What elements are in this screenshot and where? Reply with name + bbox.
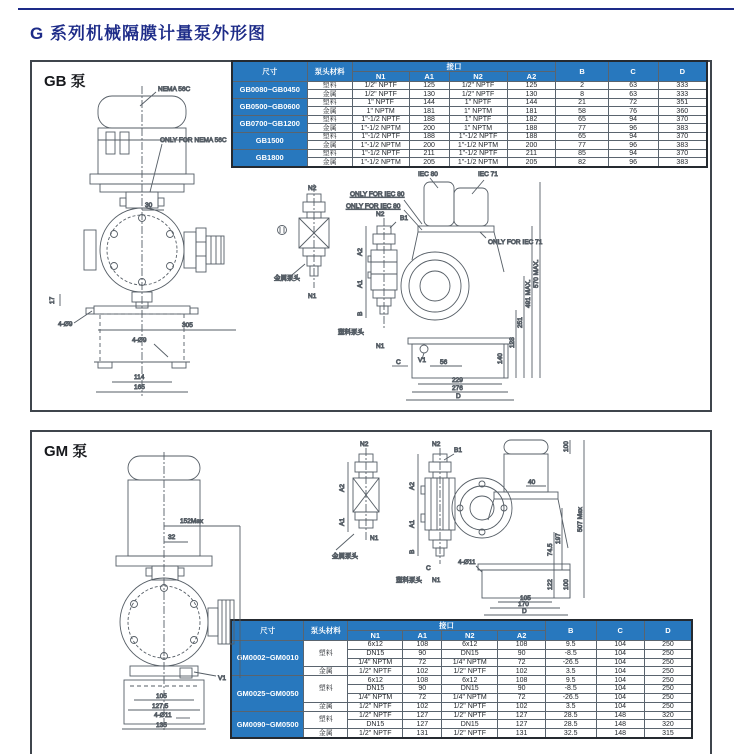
value-cell: 250	[644, 693, 692, 702]
value-cell: 1"-1/2 NPTM	[449, 158, 507, 167]
col-header-size: 尺寸	[232, 61, 307, 82]
value-cell: 1/2" NPTF	[352, 90, 409, 98]
col-header-b: B	[545, 620, 596, 641]
value-cell: 1"-1/2 NPTF	[352, 115, 409, 123]
value-cell: 250	[644, 702, 692, 711]
material-cell: 塑料	[304, 641, 348, 667]
value-cell: 6x12	[442, 641, 498, 650]
value-cell: 6x12	[442, 676, 498, 685]
gm-side-dd: D	[522, 608, 527, 615]
value-cell: 63	[608, 90, 658, 98]
value-cell: 131	[403, 729, 442, 738]
value-cell: 131	[498, 729, 545, 738]
value-cell: 1" NPTM	[352, 107, 409, 115]
value-cell: 104	[596, 667, 644, 676]
gm-side-d105: 105	[520, 595, 531, 602]
gb-side-v1: V1	[418, 357, 426, 364]
gm-dim-32: 32	[168, 534, 176, 541]
gb-side-max570: 570 MAX.	[533, 259, 540, 288]
value-cell: 90	[498, 649, 545, 658]
value-cell: 250	[644, 667, 692, 676]
value-cell: 104	[596, 685, 644, 694]
value-cell: 3.5	[545, 702, 596, 711]
gm-dim-holes: 4-Ø11	[154, 712, 172, 719]
value-cell: 383	[658, 124, 707, 132]
gb-spec-table-wrap	[231, 60, 708, 168]
size-range-cell: GB0500~GB0600	[232, 98, 307, 115]
value-cell: 1/4" NPTM	[348, 658, 403, 667]
size-range-cell: GB1800	[232, 149, 307, 167]
value-cell: -8.5	[545, 649, 596, 658]
gm-side-a1: A1	[409, 520, 416, 528]
table-row	[232, 98, 707, 106]
value-cell: 1" NPTM	[449, 107, 507, 115]
gm-panel	[30, 430, 712, 754]
gm-spec-table-wrap	[230, 619, 693, 739]
gb-side-dd: D	[456, 393, 461, 400]
value-cell: 85	[556, 149, 608, 157]
value-cell: 2	[556, 82, 608, 90]
value-cell: 1/4" NPTM	[348, 693, 403, 702]
value-cell: 1" NPTM	[449, 124, 507, 132]
value-cell: 320	[644, 711, 692, 720]
gb-side-iec80: IEC 80	[418, 171, 438, 178]
value-cell: 181	[409, 107, 449, 115]
value-cell: 108	[403, 641, 442, 650]
value-cell: 108	[498, 676, 545, 685]
value-cell: 102	[498, 667, 545, 676]
size-range-cell: GB0080~GB0450	[232, 82, 307, 99]
gb-side-drawing	[272, 168, 557, 406]
value-cell: 104	[596, 641, 644, 650]
value-cell: 72	[498, 693, 545, 702]
material-cell: 金属	[304, 729, 348, 738]
value-cell: 77	[556, 124, 608, 132]
value-cell: DN15	[348, 720, 403, 729]
value-cell: 104	[596, 658, 644, 667]
value-cell: 250	[644, 685, 692, 694]
size-range-cell: GM0025~GM0050	[231, 676, 304, 711]
gb-side-c: C	[396, 359, 401, 366]
value-cell: 28.5	[545, 711, 596, 720]
gm-side-a2-small: A2	[339, 484, 346, 492]
gb-dim-30: 30	[145, 202, 153, 209]
gb-side-plastic-head-label: 塑料泵头	[338, 329, 364, 336]
value-cell: 65	[556, 132, 608, 140]
value-cell: 96	[608, 124, 658, 132]
table-row	[232, 115, 707, 123]
value-cell: 94	[608, 149, 658, 157]
value-cell: 383	[658, 158, 707, 167]
gb-side-n2: N2	[376, 211, 385, 218]
value-cell: 102	[498, 702, 545, 711]
gm-side-plastic-head-label: 塑料泵头	[396, 577, 422, 584]
material-cell: 塑料	[307, 132, 352, 140]
gb-side-n2-small: N2	[308, 185, 317, 192]
gm-side-n2-small: N2	[360, 441, 369, 448]
col-subheader: N1	[352, 72, 409, 82]
material-cell: 塑料	[307, 149, 352, 157]
value-cell: 200	[507, 141, 556, 149]
value-cell: 130	[507, 90, 556, 98]
value-cell: 144	[507, 98, 556, 106]
value-cell: 130	[409, 90, 449, 98]
size-range-cell: GB1500	[232, 132, 307, 149]
top-rule	[18, 8, 734, 10]
gm-side-max507: 507 Max	[577, 507, 584, 532]
gb-side-b: B	[357, 311, 364, 316]
value-cell: 58	[556, 107, 608, 115]
material-cell: 金属	[304, 702, 348, 711]
value-cell: 182	[507, 115, 556, 123]
value-cell: 96	[608, 141, 658, 149]
value-cell: 1/2" NPTF	[348, 711, 403, 720]
value-cell: 72	[403, 693, 442, 702]
value-cell: 250	[644, 676, 692, 685]
gm-side-d197: 197	[555, 533, 562, 544]
material-cell: 塑料	[304, 711, 348, 729]
gm-side-drawing	[330, 436, 590, 620]
value-cell: 108	[403, 676, 442, 685]
gb-side-metal-head-label: 金属泵头	[274, 275, 300, 282]
col-header-c: C	[596, 620, 644, 641]
value-cell: 125	[409, 82, 449, 90]
value-cell: 82	[556, 158, 608, 167]
value-cell: 8	[556, 90, 608, 98]
value-cell: 1"-1/2 NPTF	[352, 132, 409, 140]
value-cell: 205	[507, 158, 556, 167]
material-cell: 塑料	[307, 82, 352, 90]
value-cell: 72	[498, 658, 545, 667]
gb-side-d140: 140	[497, 353, 504, 364]
gm-dim-135: 135	[156, 722, 167, 729]
material-cell: 金属	[307, 141, 352, 149]
gm-side-n2: N2	[432, 441, 441, 448]
size-range-cell: GM0090~GM0500	[231, 711, 304, 738]
size-range-cell: GB0700~GB1200	[232, 115, 307, 132]
value-cell: 1/2" NPTF	[348, 729, 403, 738]
value-cell: 21	[556, 98, 608, 106]
value-cell: 1/2" NPTF	[442, 667, 498, 676]
gb-side-d251: 251	[517, 317, 524, 328]
value-cell: 94	[608, 132, 658, 140]
value-cell: 1/4" NPTM	[442, 658, 498, 667]
value-cell: 90	[498, 685, 545, 694]
col-header-size: 尺寸	[231, 620, 304, 641]
gm-dim-105: 105	[156, 693, 167, 700]
value-cell: 181	[507, 107, 556, 115]
value-cell: 104	[596, 676, 644, 685]
value-cell: 72	[403, 658, 442, 667]
col-subheader: A1	[403, 631, 442, 641]
value-cell: 3.5	[545, 667, 596, 676]
gm-label-v1: V1	[218, 675, 226, 682]
value-cell: 1"-1/2 NPTF	[352, 149, 409, 157]
value-cell: 1"-1/2 NPTM	[352, 141, 409, 149]
value-cell: 127	[403, 720, 442, 729]
gb-side-iec71: IEC 71	[478, 171, 498, 178]
gb-label-nema: NEMA 56C	[158, 86, 191, 93]
gb-side-d56: 56	[440, 359, 448, 366]
gm-side-d170: 170	[518, 601, 529, 608]
col-header-c: C	[608, 61, 658, 82]
gm-dim-1275: 127.5	[152, 703, 169, 710]
value-cell: 1"-1/2 NPTM	[352, 158, 409, 167]
value-cell: 200	[409, 124, 449, 132]
value-cell: -26.5	[545, 693, 596, 702]
value-cell: 188	[507, 124, 556, 132]
gb-spec-table	[231, 60, 708, 168]
value-cell: 90	[403, 685, 442, 694]
col-header-material: 泵头材料	[307, 61, 352, 82]
gb-side-max491: 491 MAX.	[525, 279, 532, 308]
gm-dim-152max: 152Max	[180, 518, 204, 525]
value-cell: 205	[409, 158, 449, 167]
material-cell: 金属	[307, 124, 352, 132]
value-cell: 250	[644, 649, 692, 658]
material-cell: 金属	[304, 667, 348, 676]
gb-side-d229: 229	[452, 377, 463, 384]
value-cell: 127	[498, 720, 545, 729]
table-row	[232, 149, 707, 157]
table-row	[231, 676, 692, 685]
material-cell: 金属	[307, 90, 352, 98]
gb-side-n1-small: N1	[308, 293, 317, 300]
col-subheader: A2	[498, 631, 545, 641]
gm-side-b: B	[409, 549, 416, 554]
value-cell: 148	[596, 711, 644, 720]
page-title: G 系列机械隔膜计量泵外形图	[30, 24, 266, 43]
gm-side-b1: B1	[454, 447, 462, 454]
value-cell: 188	[507, 132, 556, 140]
value-cell: 211	[507, 149, 556, 157]
gb-side-only80b: ONLY FOR IEC 80	[346, 203, 401, 210]
value-cell: 360	[658, 107, 707, 115]
value-cell: 1" NPTF	[449, 98, 507, 106]
value-cell: DN15	[442, 720, 498, 729]
value-cell: -8.5	[545, 685, 596, 694]
gb-side-n1: N1	[376, 343, 385, 350]
value-cell: 32.5	[545, 729, 596, 738]
value-cell: DN15	[442, 685, 498, 694]
table-row	[231, 641, 692, 650]
value-cell: 370	[658, 115, 707, 123]
value-cell: 144	[409, 98, 449, 106]
gm-side-holes: 4-Ø11	[458, 559, 476, 566]
value-cell: 104	[596, 702, 644, 711]
col-subheader: A1	[409, 72, 449, 82]
value-cell: 6x12	[348, 676, 403, 685]
value-cell: 1/2" NPTF	[449, 90, 507, 98]
col-header-port: 接口	[348, 620, 546, 631]
gm-side-top100: 100	[563, 441, 570, 452]
value-cell: 6x12	[348, 641, 403, 650]
value-cell: 1/2" NPTF	[348, 702, 403, 711]
gm-side-c: C	[426, 565, 431, 572]
size-range-cell: GM0002~GM0010	[231, 641, 304, 676]
gb-side-a1: A1	[357, 280, 364, 288]
material-cell: 塑料	[307, 115, 352, 123]
value-cell: 250	[644, 658, 692, 667]
value-cell: 1/4" NPTM	[442, 693, 498, 702]
col-header-port: 接口	[352, 61, 556, 72]
value-cell: 1/2" NPTF	[442, 729, 498, 738]
value-cell: 1"-1/2 NPTF	[449, 149, 507, 157]
gm-side-d40: 40	[528, 479, 536, 486]
value-cell: 1/2" NPTF	[449, 82, 507, 90]
value-cell: 1/2" NPTF	[352, 82, 409, 90]
col-subheader: N2	[449, 72, 507, 82]
gm-side-a2: A2	[409, 482, 416, 490]
value-cell: 148	[596, 729, 644, 738]
value-cell: 127	[498, 711, 545, 720]
material-cell: 金属	[307, 158, 352, 167]
gb-side-only80a: ONLY FOR IEC 80	[350, 191, 405, 198]
value-cell: 1"-1/2 NPTM	[449, 141, 507, 149]
value-cell: 72	[608, 98, 658, 106]
table-row	[231, 711, 692, 720]
value-cell: 315	[644, 729, 692, 738]
value-cell: 1/2" NPTF	[348, 667, 403, 676]
value-cell: 200	[409, 141, 449, 149]
value-cell: 1/2" NPTF	[442, 702, 498, 711]
gb-label-nema-note: ONLY FOR NEMA 56C	[160, 137, 227, 144]
value-cell: 77	[556, 141, 608, 149]
value-cell: 211	[409, 149, 449, 157]
col-header-b: B	[556, 61, 608, 82]
gb-side-b1: B1	[400, 215, 408, 222]
col-subheader: N2	[442, 631, 498, 641]
gb-side-a2: A2	[357, 248, 364, 256]
value-cell: 250	[644, 641, 692, 650]
gm-side-n1: N1	[432, 577, 441, 584]
material-cell: 金属	[307, 107, 352, 115]
col-subheader: N1	[348, 631, 403, 641]
value-cell: 383	[658, 141, 707, 149]
gm-spec-table	[230, 619, 693, 739]
gm-side-d100: 100	[563, 579, 570, 590]
value-cell: 333	[658, 82, 707, 90]
gb-side-d276: 276	[452, 385, 463, 392]
value-cell: 90	[403, 649, 442, 658]
value-cell: 1/2" NPTF	[442, 711, 498, 720]
material-cell: 塑料	[304, 676, 348, 702]
col-header-d: D	[658, 61, 707, 82]
gb-dim-17: 17	[49, 296, 56, 304]
value-cell: 96	[608, 158, 658, 167]
value-cell: 333	[658, 90, 707, 98]
value-cell: 9.5	[545, 641, 596, 650]
value-cell: DN15	[348, 649, 403, 658]
value-cell: 102	[403, 667, 442, 676]
value-cell: DN15	[442, 649, 498, 658]
value-cell: 370	[658, 132, 707, 140]
value-cell: 125	[507, 82, 556, 90]
value-cell: 28.5	[545, 720, 596, 729]
value-cell: 127	[403, 711, 442, 720]
gb-dim-114: 114	[134, 374, 145, 381]
gm-panel-label: GM 泵	[44, 443, 88, 460]
value-cell: 104	[596, 693, 644, 702]
value-cell: 351	[658, 98, 707, 106]
value-cell: 1" NPTF	[352, 98, 409, 106]
gm-front-drawing	[72, 446, 252, 734]
gm-side-a1-small: A1	[339, 518, 346, 526]
material-cell: 塑料	[307, 98, 352, 106]
value-cell: 1"-1/2 NPTM	[352, 124, 409, 132]
gb-panel	[30, 60, 712, 412]
col-header-d: D	[644, 620, 692, 641]
gb-front-drawing	[40, 80, 240, 402]
value-cell: 104	[596, 649, 644, 658]
value-cell: DN15	[348, 685, 403, 694]
value-cell: 65	[556, 115, 608, 123]
gb-side-only71: ONLY FOR IEC 71	[488, 239, 543, 246]
col-subheader: A2	[507, 72, 556, 82]
value-cell: 76	[608, 107, 658, 115]
value-cell: 108	[498, 641, 545, 650]
value-cell: 148	[596, 720, 644, 729]
table-row	[232, 132, 707, 140]
value-cell: 9.5	[545, 676, 596, 685]
value-cell: 1"-1/2 NPTF	[449, 132, 507, 140]
gb-side-d123: 123	[509, 337, 516, 348]
value-cell: 320	[644, 720, 692, 729]
gb-dim-165: 165	[134, 384, 145, 391]
gm-side-n1-small: N1	[370, 535, 379, 542]
value-cell: 94	[608, 115, 658, 123]
table-row	[232, 82, 707, 90]
value-cell: 63	[608, 82, 658, 90]
gb-dim-holes1: 4-Ø9	[58, 321, 73, 328]
value-cell: 370	[658, 149, 707, 157]
gm-side-metal-head-label: 金属泵头	[332, 553, 358, 560]
gb-panel-label: GB 泵	[44, 73, 86, 90]
gm-side-d745: 74.5	[547, 543, 554, 556]
gb-dim-305: 305	[182, 322, 193, 329]
gb-dim-holes2: 4-Ø9	[132, 337, 147, 344]
value-cell: 102	[403, 702, 442, 711]
value-cell: 188	[409, 132, 449, 140]
gm-side-d122: 122	[547, 579, 554, 590]
col-header-material: 泵头材料	[304, 620, 348, 641]
value-cell: -26.5	[545, 658, 596, 667]
value-cell: 1" NPTF	[449, 115, 507, 123]
value-cell: 188	[409, 115, 449, 123]
